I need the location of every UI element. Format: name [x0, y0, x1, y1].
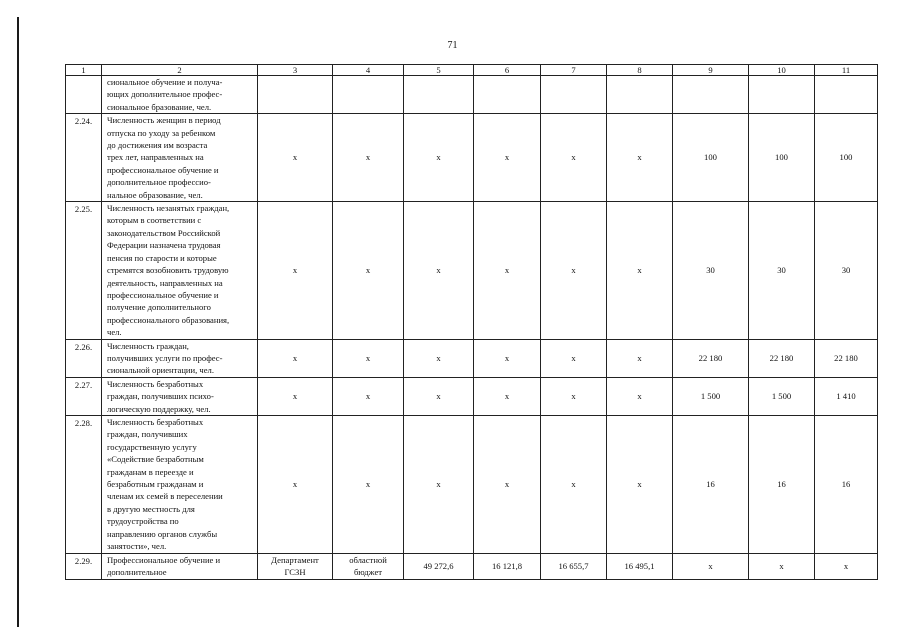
row-number: 2.28. — [66, 415, 102, 553]
row-number: 2.25. — [66, 202, 102, 339]
cell-c5: х — [404, 339, 474, 377]
column-header: 6 — [474, 65, 541, 76]
cell-c7: х — [541, 415, 607, 553]
row-description: Численность незанятых граждан, которым в соответствии с законодательством Российской Федерации назначена трудовая пенсия по старости и которые стремятся возобновить трудовую деятельность, направленных на профессиональное обучение и получение дополнительного профессионального образования, чел. — [102, 202, 258, 339]
cell-c5: 49 272,6 — [404, 553, 474, 579]
cell-c7: х — [541, 339, 607, 377]
cell-c5 — [404, 76, 474, 114]
cell-c11: 22 180 — [815, 339, 878, 377]
cell-c3: х — [258, 114, 333, 202]
cell-c9: 1 500 — [673, 377, 749, 415]
cell-c6: х — [474, 202, 541, 339]
cell-c8: 16 495,1 — [607, 553, 673, 579]
cell-c6: х — [474, 339, 541, 377]
table-row — [66, 377, 878, 415]
cell-c3: Департамент ГСЗН — [258, 553, 333, 579]
table-row — [66, 339, 878, 377]
cell-c8: х — [607, 339, 673, 377]
cell-c3: х — [258, 202, 333, 339]
cell-c5: х — [404, 202, 474, 339]
column-header: 9 — [673, 65, 749, 76]
row-number: 2.24. — [66, 114, 102, 202]
cell-c11: 16 — [815, 415, 878, 553]
cell-c4 — [333, 76, 404, 114]
cell-c3: х — [258, 415, 333, 553]
cell-c10: 16 — [749, 415, 815, 553]
cell-c6 — [474, 76, 541, 114]
cell-c10 — [749, 76, 815, 114]
cell-c3: х — [258, 339, 333, 377]
cell-c3 — [258, 76, 333, 114]
cell-c4: х — [333, 202, 404, 339]
page-number: 71 — [447, 40, 458, 51]
cell-c10: 30 — [749, 202, 815, 339]
cell-c8: х — [607, 202, 673, 339]
cell-c3: х — [258, 377, 333, 415]
column-header: 8 — [607, 65, 673, 76]
row-description: Численность женщин в период отпуска по уходу за ребенком до достижения им возраста трех лет, направленных на профессиональное обучение и дополнительное профессио- нальное образование, чел. — [102, 114, 258, 202]
column-header: 2 — [102, 65, 258, 76]
cell-c6: 16 121,8 — [474, 553, 541, 579]
table-row — [66, 76, 878, 114]
cell-c6: х — [474, 377, 541, 415]
cell-c8 — [607, 76, 673, 114]
column-header: 5 — [404, 65, 474, 76]
row-description: Профессиональное обучение и дополнительное — [102, 553, 258, 579]
cell-c9: 22 180 — [673, 339, 749, 377]
cell-c7: х — [541, 377, 607, 415]
cell-c11: 30 — [815, 202, 878, 339]
cell-c11 — [815, 76, 878, 114]
row-description: Численность граждан, получивших услуги по профес- сиональной ориентации, чел. — [102, 339, 258, 377]
column-header: 11 — [815, 65, 878, 76]
cell-c7: х — [541, 114, 607, 202]
row-description: сиональное обучение и получа- ющих дополнительное профес- сиональное бразование, чел. — [102, 76, 258, 114]
cell-c7: 16 655,7 — [541, 553, 607, 579]
row-description: Численность безработных граждан, получивших государственную услугу «Содействие безработным гражданам в переезде и безработным гражданам и членам их семей в переселении в другую местность для трудоустройства по направлению органов службы занятости», чел. — [102, 415, 258, 553]
table-row — [66, 114, 878, 202]
cell-c7 — [541, 76, 607, 114]
cell-c9: 30 — [673, 202, 749, 339]
cell-c10: х — [749, 553, 815, 579]
cell-c5: х — [404, 415, 474, 553]
cell-c8: х — [607, 377, 673, 415]
cell-c10: 1 500 — [749, 377, 815, 415]
cell-c5: х — [404, 114, 474, 202]
column-header: 1 — [66, 65, 102, 76]
header-row — [66, 65, 878, 76]
cell-c10: 100 — [749, 114, 815, 202]
cell-c11: 1 410 — [815, 377, 878, 415]
table-row — [66, 553, 878, 579]
column-header: 10 — [749, 65, 815, 76]
cell-c4: областной бюджет — [333, 553, 404, 579]
row-description: Численность безработных граждан, получивших психо- логическую поддержку, чел. — [102, 377, 258, 415]
cell-c11: 100 — [815, 114, 878, 202]
cell-c8: х — [607, 114, 673, 202]
cell-c7: х — [541, 202, 607, 339]
cell-c6: х — [474, 415, 541, 553]
cell-c4: х — [333, 339, 404, 377]
cell-c4: х — [333, 377, 404, 415]
cell-c9 — [673, 76, 749, 114]
cell-c8: х — [607, 415, 673, 553]
cell-c11: х — [815, 553, 878, 579]
row-number: 2.26. — [66, 339, 102, 377]
column-header: 4 — [333, 65, 404, 76]
cell-c10: 22 180 — [749, 339, 815, 377]
row-number: 2.27. — [66, 377, 102, 415]
cell-c5: х — [404, 377, 474, 415]
column-header: 3 — [258, 65, 333, 76]
table-row — [66, 415, 878, 553]
cell-c9: 100 — [673, 114, 749, 202]
row-number: 2.29. — [66, 553, 102, 579]
cell-c9: х — [673, 553, 749, 579]
column-header: 7 — [541, 65, 607, 76]
cell-c4: х — [333, 415, 404, 553]
cell-c4: х — [333, 114, 404, 202]
row-number — [66, 76, 102, 114]
data-table — [65, 64, 878, 580]
cell-c6: х — [474, 114, 541, 202]
cell-c9: 16 — [673, 415, 749, 553]
table-row — [66, 202, 878, 339]
left-margin-rule — [17, 17, 19, 627]
